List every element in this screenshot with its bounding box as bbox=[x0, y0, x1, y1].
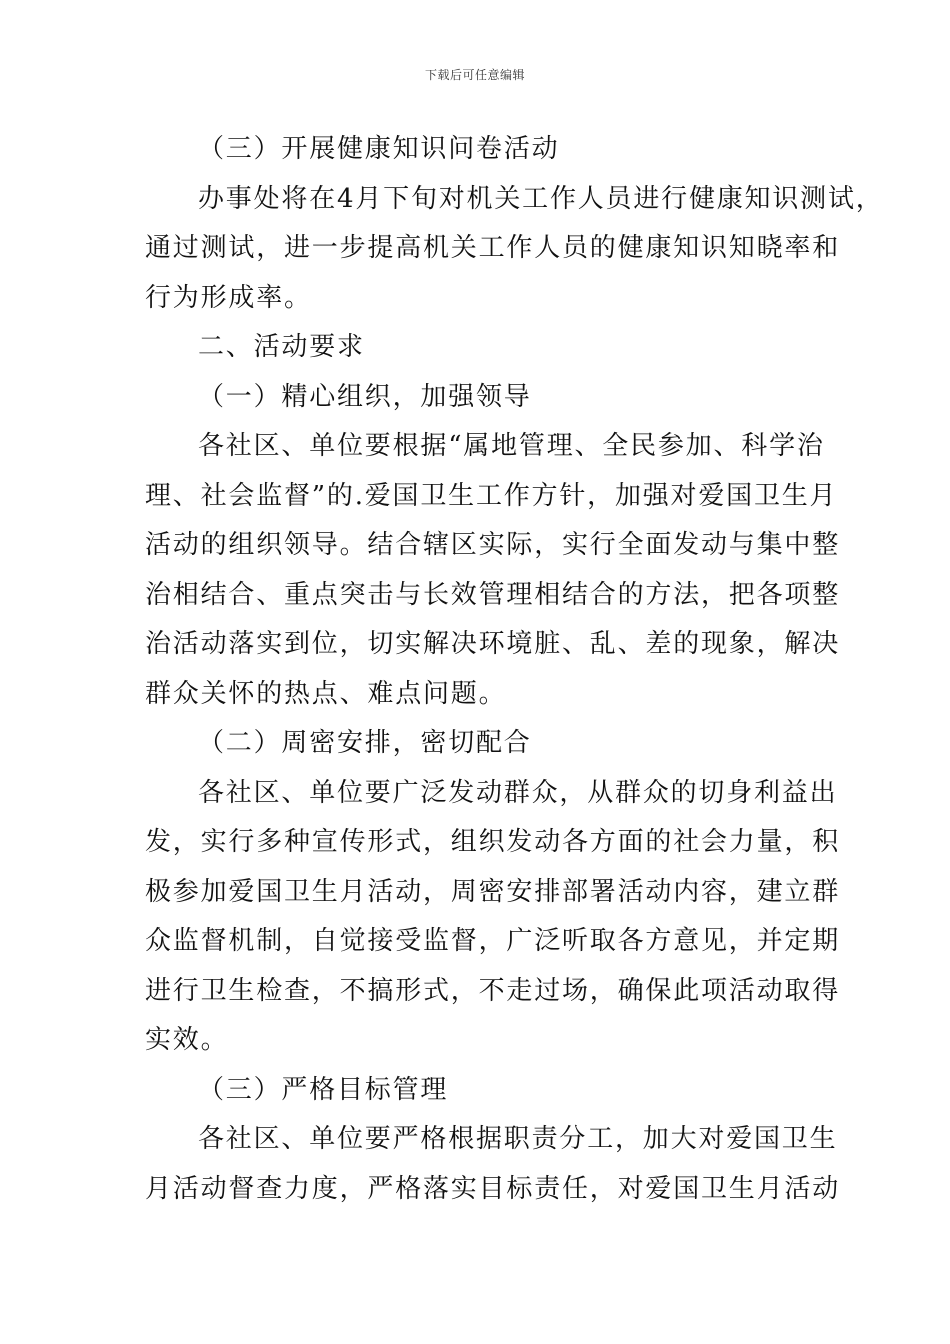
subsection-heading-3: （三）严格目标管理 bbox=[198, 1074, 449, 1105]
paragraph-line: 行为形成率。 bbox=[145, 282, 312, 313]
section-heading-3-questionnaire: （三）开展健康知识问卷活动 bbox=[198, 134, 560, 164]
subsection-heading-1: （一）精心组织，加强领导 bbox=[198, 381, 532, 412]
paragraph-line: 通过测试，进一步提高机关工作人员的健康知识知晓率和 bbox=[145, 233, 841, 263]
paragraph-line: 各社区、单位要严格根据职责分工，加大对爱国卫生 bbox=[198, 1124, 838, 1154]
paragraph-line: 治相结合、重点突击与长效管理相结合的方法，把各项整 bbox=[145, 579, 841, 610]
paragraph-line: 众监督机制，自觉接受监督，广泛听取各方意见，并定期 bbox=[145, 926, 841, 956]
paragraph-line: 活动的组织领导。结合辖区实际，实行全面发动与集中整 bbox=[145, 530, 841, 560]
paragraph-line: 极参加爱国卫生月活动，周密安排部署活动内容，建立群 bbox=[145, 876, 841, 907]
paragraph-line: 办事处将在4月下旬对机关工作人员进行健康知识测试， bbox=[198, 183, 884, 214]
subsection-heading-2: （二）周密安排，密切配合 bbox=[198, 728, 532, 758]
paragraph-line: 群众关怀的热点、难点问题。 bbox=[145, 678, 507, 709]
paragraph-line: 月活动督查力度，严格落实目标责任，对爱国卫生月活动 bbox=[145, 1173, 841, 1204]
paragraph-line: 治活动落实到位，切实解决环境脏、乱、差的现象，解决 bbox=[145, 629, 841, 659]
paragraph-line: 实效。 bbox=[145, 1025, 229, 1055]
paragraph-line: 各社区、单位要广泛发动群众，从群众的切身利益出 bbox=[198, 777, 838, 808]
page-header-note: 下载后可任意编辑 bbox=[424, 68, 525, 82]
section-heading-activity-requirements: 二、活动要求 bbox=[198, 332, 365, 362]
document-body bbox=[145, 125, 884, 1214]
paragraph-line: 各社区、单位要根据“属地管理、全民参加、科学治 bbox=[198, 431, 825, 461]
paragraph-line: 发，实行多种宣传形式，组织发动各方面的社会力量，积 bbox=[145, 827, 841, 857]
paragraph-line: 理、社会监督”的.爱国卫生工作方针，加强对爱国卫生月 bbox=[145, 480, 838, 511]
paragraph-line: 进行卫生检查，不搞形式，不走过场，确保此项活动取得 bbox=[145, 975, 841, 1006]
